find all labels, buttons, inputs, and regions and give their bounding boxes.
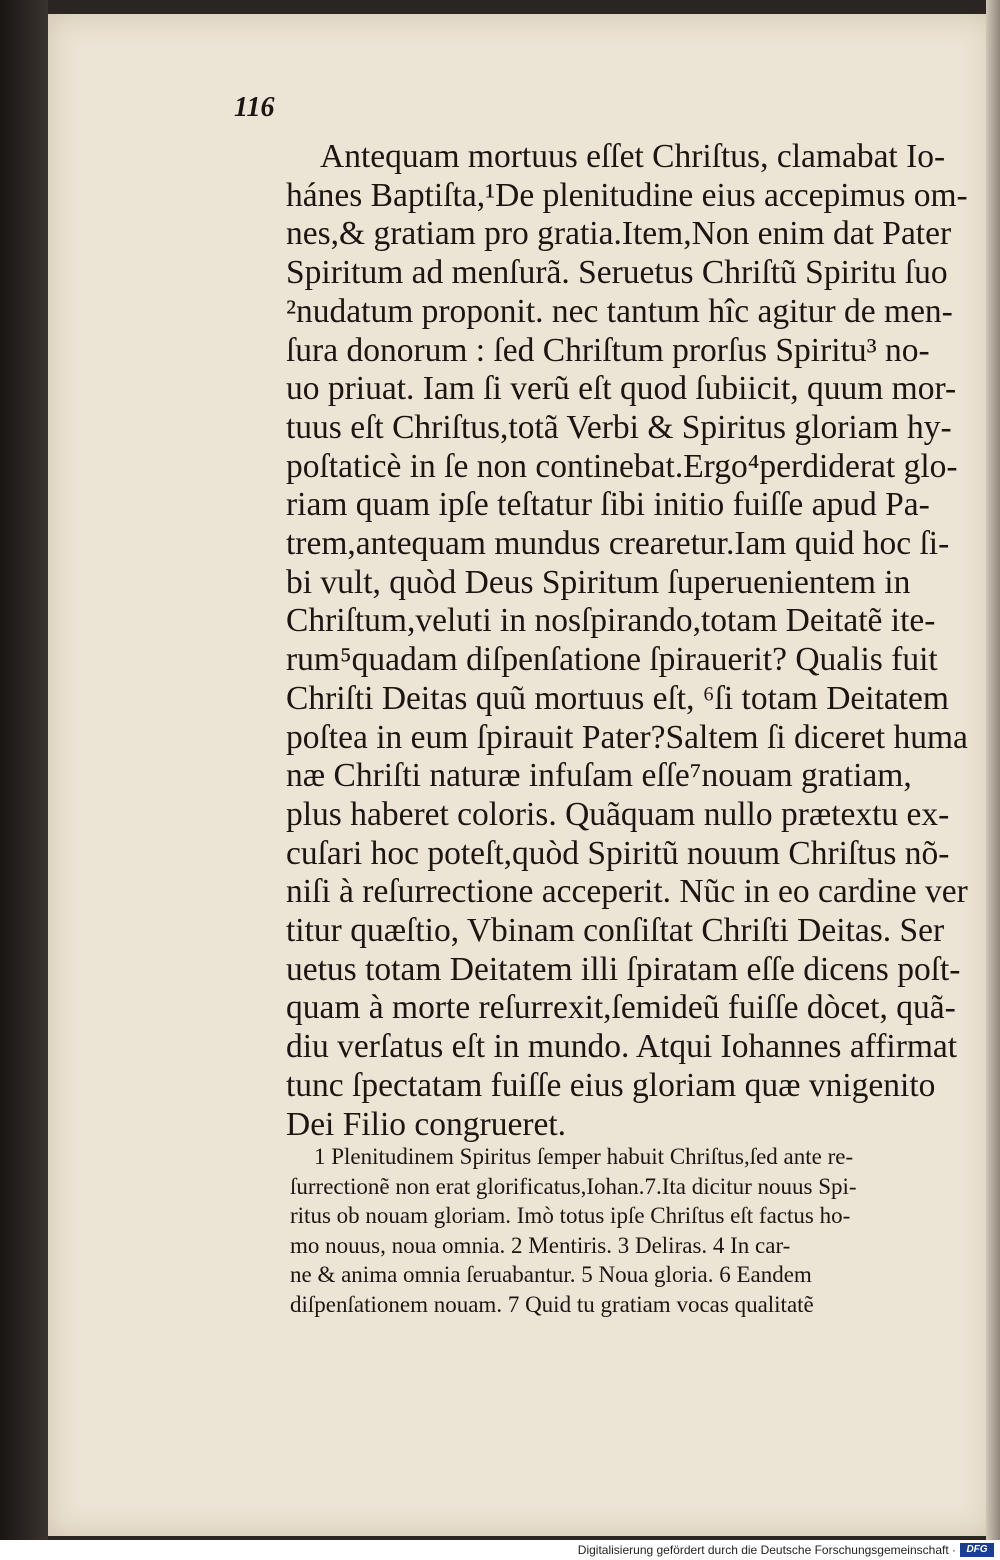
text-line: niſi à reſurrectione acceperit. Nũc in eo cardine ver (286, 873, 968, 911)
note-line: ſurrectionẽ non erat glorificatus,Iohan.7.Ita dicitur nouus Spi- (290, 1173, 857, 1199)
page-fore-edge (986, 0, 1000, 1540)
text-line: ²nudatum proponit. nec tantum hîc agitur de men- (286, 292, 953, 330)
digitization-footer (0, 1540, 1000, 1560)
text-line: tuus eſt Chriſtus,totã Verbi & Spiritus gloriam hy- (286, 408, 952, 446)
text-line: Chriſti Deitas quũ mortuus eſt, ⁶ſi totam Deitatem (286, 679, 949, 717)
text-line: Antequam mortuus eſſet Chriſtus, clamabat Io- (320, 138, 946, 175)
dfg-logo: DFG (960, 1543, 994, 1557)
text-line: poſtaticè in ſe non continebat.Ergo⁴perdiderat glo- (286, 447, 958, 485)
marginal-notes (290, 1142, 966, 1319)
text-line: uetus totam Deitatem illi ſpiratam eſſe dicens poſt- (286, 950, 961, 988)
text-line: diu verſatus eſt in mundo. Atqui Iohannes affirmat (286, 1028, 958, 1066)
note-line: ritus ob nouam gloriam. Imò totus ipſe Chriſtus eſt factus ho- (290, 1203, 851, 1228)
text-line: tunc ſpectatam fuiſſe eius gloriam quæ vnigenito (286, 1066, 936, 1104)
funding-credit: Digitalisierung gefördert durch die Deutsche Forschungsgemeinschaft · (577, 1543, 956, 1557)
text-line: Chriſtum,veluti in nosſpirando,totam Deitatẽ ite- (286, 602, 936, 640)
note-line: diſpenſationem nouam. 7 Quid tu gratiam vocas qualitatẽ (290, 1291, 814, 1317)
text-line: quam à morte reſurrexit,ſemideũ fuiſſe dòcet, quã- (286, 989, 956, 1027)
text-line: rum⁵quadam diſpenſatione ſpirauerit? Qualis fuit (286, 641, 938, 679)
text-line: uo priuat. Iam ſi verũ eſt quod ſubiicit, quum mor- (286, 370, 957, 408)
text-line: ſura donorum : ſed Chriſtum prorſus Spiritu³ no- (286, 331, 930, 369)
text-line: plus haberet coloris. Quãquam nullo prætextu ex- (286, 795, 950, 833)
text-line: nes,& gratiam pro gratia.Item,Non enim dat Pater (286, 215, 952, 253)
note-line: mo nouus, noua omnia. 2 Mentiris. 3 Deliras. 4 In car- (290, 1232, 791, 1258)
note-line: ne & anima omnia ſeruabantur. 5 Noua gloria. 6 Eandem (290, 1262, 812, 1287)
text-line: cuſari hoc poteſt,quòd Spiritũ nouum Chriſtus nõ- (286, 834, 950, 872)
text-line: riam quam ipſe teſtatur ſibi initio fuiſſe apud Pa- (286, 486, 930, 524)
note-line: 1 Plenitudinem Spiritus ſemper habuit Chriſtus,ſed ante re- (314, 1144, 854, 1169)
text-line: trem,antequam mundus crearetur.Iam quid hoc ſi- (286, 525, 950, 563)
text-line: titur quæſtio, Vbinam conſiſtat Chriſti Deitas. Ser (286, 912, 945, 950)
main-text-block (286, 138, 966, 1144)
text-line: næ Chriſti naturæ infuſam eſſe⁷nouam gratiam, (286, 757, 912, 795)
text-line: poſtea in eum ſpirauit Pater?Saltem ſi diceret huma (286, 718, 968, 756)
page-number: 116 (234, 92, 275, 123)
text-line: hánes Baptiſta,¹De plenitudine eius accepimus om- (286, 176, 968, 214)
scan-left-edge (0, 0, 48, 1540)
text-line: Spiritum ad menſurã. Seruetus Chriſtũ Spiritu ſuo (286, 254, 948, 292)
text-line: bi vult, quòd Deus Spiritum ſuperuenientem in (286, 563, 911, 601)
text-line: Dei Filio congrueret. (286, 1105, 567, 1143)
